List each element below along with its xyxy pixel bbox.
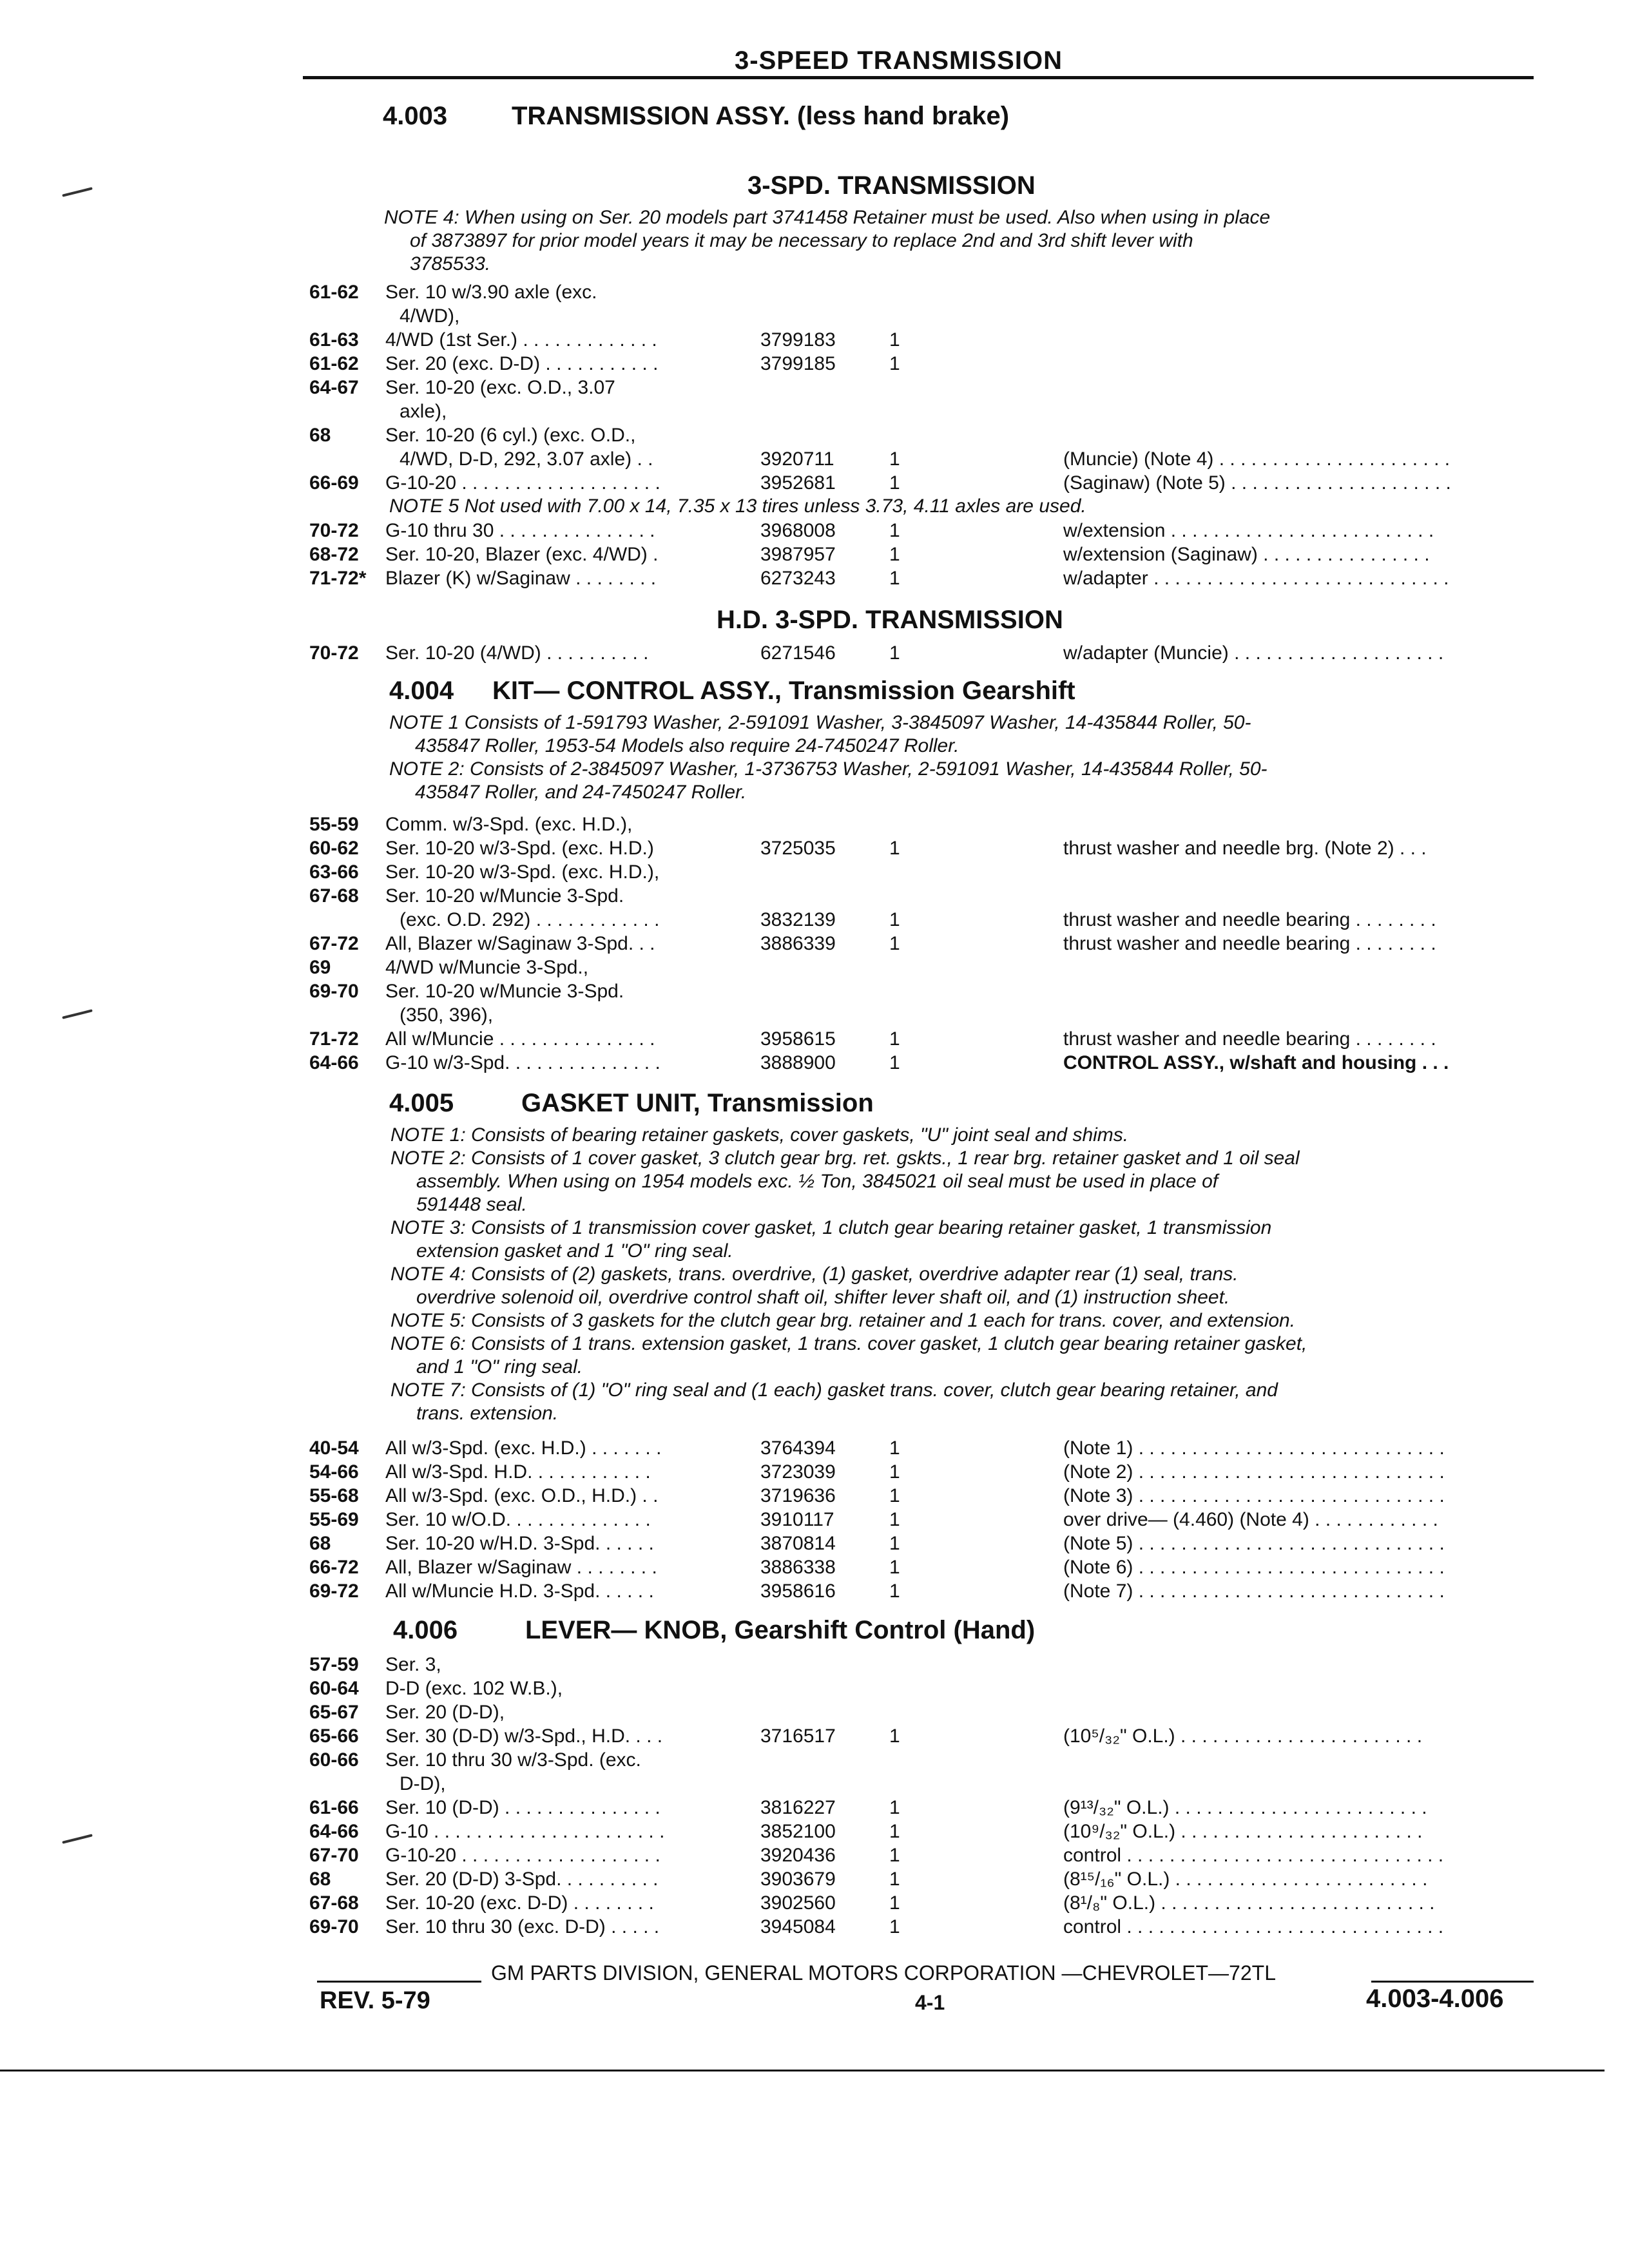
quantity: 1 (889, 642, 900, 664)
description: Ser. 20 (D-D) 3-Spd. . . . . . . . . . (385, 1869, 659, 1890)
part-number: 3886338 (760, 1557, 836, 1578)
section-4004-heading (389, 677, 1075, 706)
description: Ser. 10 (D-D) . . . . . . . . . . . . . . . (385, 1797, 660, 1818)
description: Ser. 10 thru 30 w/3-Spd. (exc. (385, 1749, 641, 1771)
quantity: 1 (889, 1581, 900, 1602)
remarks: w/adapter (Muncie) . . . . . . . . . . . . . . . . . . . . (1063, 642, 1444, 664)
year-range: 68 (309, 1869, 331, 1890)
description: All w/Muncie H.D. 3-Spd. . . . . . (385, 1581, 654, 1602)
year-range: 54-66 (309, 1461, 359, 1483)
description: All w/3-Spd. (exc. O.D., H.D.) . . (385, 1485, 659, 1506)
footer-rule-right (1371, 1981, 1534, 1983)
year-range: 61-63 (309, 329, 359, 351)
year-range: 70-72 (309, 520, 359, 541)
description: Ser. 10-20 (exc. D-D) . . . . . . . . (385, 1892, 654, 1914)
note-line: NOTE 2: Consists of 2-3845097 Washer, 1-3736753 Washer, 2-591091 Washer, 14-435844 Roller, 50- (389, 758, 1268, 780)
remarks: (10⁵/₃₂" O.L.) . . . . . . . . . . . . . . . . . . . . . . . (1063, 1725, 1423, 1747)
note-line: NOTE 3: Consists of 1 transmission cover gasket, 1 clutch gear bearing retainer gasket, 1 transmission (390, 1217, 1272, 1238)
description: D-D), (400, 1773, 446, 1794)
part-number: 3799185 (760, 353, 836, 374)
description: Ser. 10-20 w/3-Spd. (exc. H.D.), (385, 861, 660, 883)
subhead-hd-3spd: H.D. 3-SPD. TRANSMISSION (717, 606, 1063, 634)
quantity: 1 (889, 1892, 900, 1914)
part-number: 3910117 (760, 1509, 834, 1530)
part-number: 3719636 (760, 1485, 836, 1506)
header-rule (303, 76, 1534, 79)
section-number: 4.005 (389, 1089, 454, 1117)
year-range: 64-66 (309, 1821, 359, 1842)
quantity: 1 (889, 1028, 900, 1050)
note-line: 435847 Roller, 1953-54 Models also require 24-7450247 Roller. (415, 735, 959, 756)
quantity: 1 (889, 1533, 900, 1554)
remarks: w/extension . . . . . . . . . . . . . . . . . . . . . . . . . (1063, 520, 1434, 541)
quantity: 1 (889, 1461, 900, 1483)
year-range: 67-68 (309, 885, 359, 907)
description: G-10 . . . . . . . . . . . . . . . . . . . . . . (385, 1821, 665, 1842)
note-line: NOTE 6: Consists of 1 trans. extension gasket, 1 trans. cover gasket, 1 clutch gear bearing retainer gasket, (390, 1333, 1307, 1354)
year-range: 69-72 (309, 1581, 359, 1602)
year-range: 64-66 (309, 1052, 359, 1073)
footer-rule-left (317, 1981, 481, 1983)
year-range: 68-72 (309, 544, 359, 565)
remarks: control . . . . . . . . . . . . . . . . . . . . . . . . . . . . . . (1063, 1845, 1444, 1866)
remarks: (Note 5) . . . . . . . . . . . . . . . . . . . . . . . . . . . . . (1063, 1533, 1445, 1554)
quantity: 1 (889, 472, 900, 494)
description: Ser. 10-20 w/Muncie 3-Spd. (385, 885, 624, 907)
remarks: (8¹⁵/₁₆" O.L.) . . . . . . . . . . . . . . . . . . . . . . . . (1063, 1869, 1428, 1890)
description: Ser. 10-20 w/H.D. 3-Spd. . . . . . (385, 1533, 654, 1554)
year-range: 66-72 (309, 1557, 359, 1578)
quantity: 1 (889, 1797, 900, 1818)
note-line: NOTE 2: Consists of 1 cover gasket, 3 clutch gear brg. ret. gskts., 1 rear brg. retainer gasket and 1 oil seal (390, 1148, 1300, 1169)
section-4003-heading (383, 102, 1009, 131)
year-range: 60-64 (309, 1678, 359, 1699)
year-range: 71-72* (309, 568, 367, 589)
quantity: 1 (889, 1725, 900, 1747)
description: Ser. 20 (exc. D-D) . . . . . . . . . . . (385, 353, 659, 374)
description: Ser. 10-20 (exc. O.D., 3.07 (385, 377, 615, 398)
quantity: 1 (889, 1557, 900, 1578)
section-number: 4.003 (383, 102, 448, 130)
part-number: 3958615 (760, 1028, 836, 1050)
note-line: NOTE 5: Consists of 3 gaskets for the clutch gear brg. retainer and 1 each for trans. cover, and extension. (390, 1310, 1296, 1331)
page-header: 3-SPEED TRANSMISSION (735, 46, 1063, 75)
part-number: 3888900 (760, 1052, 836, 1073)
note-4 (384, 206, 1270, 276)
quantity: 1 (889, 1821, 900, 1842)
remarks: (Note 1) . . . . . . . . . . . . . . . . . . . . . . . . . . . . . (1063, 1437, 1445, 1459)
year-range: 55-68 (309, 1485, 359, 1506)
quantity: 1 (889, 520, 900, 541)
quantity: 1 (889, 544, 900, 565)
description: G-10 w/3-Spd. . . . . . . . . . . . . . . (385, 1052, 660, 1073)
note-line: 3785533. (410, 253, 491, 274)
year-range: 68 (309, 425, 331, 446)
part-number: 3945084 (760, 1916, 836, 1937)
description: 4/WD (1st Ser.) . . . . . . . . . . . . . (385, 329, 657, 351)
remarks: thrust washer and needle bearing . . . . . . . . (1063, 933, 1436, 954)
description: Ser. 10-20 (6 cyl.) (exc. O.D., (385, 425, 636, 446)
quantity: 1 (889, 568, 900, 589)
remarks: (8¹/₈" O.L.) . . . . . . . . . . . . . . . . . . . . . . . . . . (1063, 1892, 1435, 1914)
part-number: 3799183 (760, 329, 836, 351)
note-line: 435847 Roller, and 24-7450247 Roller. (415, 782, 747, 803)
quantity: 1 (889, 353, 900, 374)
description: Comm. w/3-Spd. (exc. H.D.), (385, 814, 633, 835)
margin-mark (62, 187, 93, 197)
description: Ser. 10-20 w/3-Spd. (exc. H.D.) (385, 838, 654, 859)
note-line: overdrive solenoid oil, overdrive control shaft oil, shifter lever shaft oil, and (1) instruction sheet. (416, 1287, 1230, 1308)
description: Ser. 10 w/O.D. . . . . . . . . . . . . . (385, 1509, 651, 1530)
part-number: 3816227 (760, 1797, 836, 1818)
note-line: NOTE 7: Consists of (1) "O" ring seal and (1 each) gasket trans. cover, clutch gear bearing retainer, and (390, 1379, 1278, 1401)
quantity: 1 (889, 909, 900, 930)
remarks: w/adapter . . . . . . . . . . . . . . . . . . . . . . . . . . . . (1063, 568, 1449, 589)
quantity: 1 (889, 1869, 900, 1890)
remarks: (Muncie) (Note 4) . . . . . . . . . . . . . . . . . . . . . . (1063, 448, 1451, 470)
quantity: 1 (889, 448, 900, 470)
remarks: thrust washer and needle brg. (Note 2) . . . (1063, 838, 1427, 859)
description: All w/3-Spd. H.D. . . . . . . . . . . . (385, 1461, 651, 1483)
note-line: 591448 seal. (416, 1194, 527, 1215)
part-number: 3886339 (760, 933, 836, 954)
year-range: 64-67 (309, 377, 359, 398)
note-line: and 1 "O" ring seal. (416, 1356, 583, 1378)
section-title: GASKET UNIT, Transmission (521, 1089, 874, 1117)
description: G-10-20 . . . . . . . . . . . . . . . . . . . (385, 1845, 660, 1866)
page-number: 4-1 (915, 1991, 945, 2014)
part-number: 3832139 (760, 909, 836, 930)
section-4005-heading (389, 1089, 874, 1118)
part-number: 3870814 (760, 1533, 836, 1554)
section-number: 4.006 (393, 1616, 458, 1644)
note-line: extension gasket and 1 "O" ring seal. (416, 1240, 733, 1262)
year-range: 66-69 (309, 472, 359, 494)
part-number: 3764394 (760, 1437, 836, 1459)
note-line: NOTE 1: Consists of bearing retainer gaskets, cover gaskets, "U" joint seal and shims. (390, 1124, 1129, 1146)
description: (exc. O.D. 292) . . . . . . . . . . . . (400, 909, 660, 930)
description: Blazer (K) w/Saginaw . . . . . . . . (385, 568, 657, 589)
description: axle), (400, 401, 447, 422)
year-range: 63-66 (309, 861, 359, 883)
note-line: of 3873897 for prior model years it may be necessary to replace 2nd and 3rd shift lever with (410, 230, 1193, 251)
description: Ser. 10 w/3.90 axle (exc. (385, 282, 597, 303)
footer-company: GM PARTS DIVISION, GENERAL MOTORS CORPORATION —CHEVROLET—72TL (491, 1961, 1276, 1984)
description: Ser. 10-20 w/Muncie 3-Spd. (385, 981, 624, 1002)
description: Ser. 10-20, Blazer (exc. 4/WD) . (385, 544, 659, 565)
year-range: 61-62 (309, 353, 359, 374)
year-range: 67-72 (309, 933, 359, 954)
year-range: 60-66 (309, 1749, 359, 1771)
description: Ser. 30 (D-D) w/3-Spd., H.D. . . . (385, 1725, 663, 1747)
year-range: 65-66 (309, 1725, 359, 1747)
remarks: thrust washer and needle bearing . . . . . . . . (1063, 1028, 1436, 1050)
quantity: 1 (889, 933, 900, 954)
year-range: 60-62 (309, 838, 359, 859)
subhead-3spd: 3-SPD. TRANSMISSION (747, 171, 1036, 200)
remarks: CONTROL ASSY., w/shaft and housing . . . (1063, 1052, 1449, 1073)
part-number: 3725035 (760, 838, 836, 859)
year-range: 61-62 (309, 282, 359, 303)
description: 4/WD), (400, 305, 460, 327)
description: Ser. 10 thru 30 (exc. D-D) . . . . . (385, 1916, 660, 1937)
year-range: 67-68 (309, 1892, 359, 1914)
description: G-10 thru 30 . . . . . . . . . . . . . . . (385, 520, 655, 541)
quantity: 1 (889, 1509, 900, 1530)
year-range: 65-67 (309, 1702, 359, 1723)
remarks: over drive— (4.460) (Note 4) . . . . . . . . . . . . (1063, 1509, 1438, 1530)
note-5: NOTE 5 Not used with 7.00 x 14, 7.35 x 13 tires unless 3.73, 4.11 axles are used. (389, 495, 1086, 517)
revision: REV. 5-79 (320, 1987, 430, 2014)
group-range: 4.003-4.006 (1366, 1984, 1504, 2013)
description: (350, 396), (400, 1004, 494, 1026)
quantity: 1 (889, 1845, 900, 1866)
description: All w/Muncie . . . . . . . . . . . . . . . (385, 1028, 655, 1050)
quantity: 1 (889, 1485, 900, 1506)
remarks: (10⁹/₃₂" O.L.) . . . . . . . . . . . . . . . . . . . . . . . (1063, 1821, 1423, 1842)
quantity: 1 (889, 1916, 900, 1937)
part-number: 3723039 (760, 1461, 836, 1483)
description: 4/WD, D-D, 292, 3.07 axle) . . (400, 448, 653, 470)
year-range: 69-70 (309, 1916, 359, 1937)
year-range: 67-70 (309, 1845, 359, 1866)
year-range: 55-69 (309, 1509, 359, 1530)
description: Ser. 20 (D-D), (385, 1702, 505, 1723)
description: All w/3-Spd. (exc. H.D.) . . . . . . . (385, 1437, 662, 1459)
quantity: 1 (889, 1437, 900, 1459)
description: All, Blazer w/Saginaw 3-Spd. . . (385, 933, 655, 954)
section-number: 4.004 (389, 677, 454, 705)
part-number: 3716517 (760, 1725, 836, 1747)
margin-mark (62, 1834, 93, 1843)
notes-4004 (389, 711, 1268, 804)
year-range: 70-72 (309, 642, 359, 664)
part-number: 6271546 (760, 642, 836, 664)
quantity: 1 (889, 329, 900, 351)
section-title: LEVER— KNOB, Gearshift Control (Hand) (525, 1616, 1036, 1644)
part-number: 3920711 (760, 448, 834, 470)
remarks: (Note 2) . . . . . . . . . . . . . . . . . . . . . . . . . . . . . (1063, 1461, 1445, 1483)
part-number: 6273243 (760, 568, 836, 589)
section-4006-heading (393, 1616, 1035, 1645)
note-line: NOTE 4: When using on Ser. 20 models part 3741458 Retainer must be used. Also when using in place (384, 207, 1271, 228)
description: Ser. 10-20 (4/WD) . . . . . . . . . . (385, 642, 649, 664)
part-number: 3958616 (760, 1581, 836, 1602)
section-title: TRANSMISSION ASSY. (less hand brake) (512, 102, 1010, 130)
margin-mark (62, 1009, 93, 1019)
remarks: thrust washer and needle bearing . . . . . . . . (1063, 909, 1436, 930)
note-line: NOTE 1 Consists of 1-591793 Washer, 2-591091 Washer, 3-3845097 Washer, 14-435844 Roller, 50- (389, 712, 1251, 733)
year-range: 69-70 (309, 981, 359, 1002)
year-range: 57-59 (309, 1654, 359, 1675)
section-title: KIT— CONTROL ASSY., Transmission Gearshift (492, 677, 1075, 705)
year-range: 69 (309, 957, 331, 978)
year-range: 40-54 (309, 1437, 359, 1459)
description: G-10-20 . . . . . . . . . . . . . . . . . . . (385, 472, 660, 494)
remarks: (Saginaw) (Note 5) . . . . . . . . . . . . . . . . . . . . . (1063, 472, 1451, 494)
description: Ser. 3, (385, 1654, 441, 1675)
bottom-rule (0, 2070, 1605, 2071)
quantity: 1 (889, 838, 900, 859)
part-number: 3968008 (760, 520, 836, 541)
description: 4/WD w/Muncie 3-Spd., (385, 957, 589, 978)
year-range: 61-66 (309, 1797, 359, 1818)
part-number: 3903679 (760, 1869, 836, 1890)
part-number: 3987957 (760, 544, 836, 565)
remarks: (Note 3) . . . . . . . . . . . . . . . . . . . . . . . . . . . . . (1063, 1485, 1445, 1506)
remarks: (9¹³/₃₂" O.L.) . . . . . . . . . . . . . . . . . . . . . . . . (1063, 1797, 1427, 1818)
remarks: control . . . . . . . . . . . . . . . . . . . . . . . . . . . . . . (1063, 1916, 1444, 1937)
year-range: 71-72 (309, 1028, 359, 1050)
note-line: trans. extension. (416, 1403, 559, 1424)
year-range: 55-59 (309, 814, 359, 835)
year-range: 68 (309, 1533, 331, 1554)
description: D-D (exc. 102 W.B.), (385, 1678, 563, 1699)
quantity: 1 (889, 1052, 900, 1073)
part-number: 3852100 (760, 1821, 836, 1842)
description: All, Blazer w/Saginaw . . . . . . . . (385, 1557, 657, 1578)
part-number: 3902560 (760, 1892, 836, 1914)
notes-4005 (390, 1124, 1307, 1425)
remarks: w/extension (Saginaw) . . . . . . . . . . . . . . . . (1063, 544, 1430, 565)
part-number: 3920436 (760, 1845, 836, 1866)
note-line: assembly. When using on 1954 models exc. ½ Ton, 3845021 oil seal must be used in place of (416, 1171, 1219, 1192)
remarks: (Note 6) . . . . . . . . . . . . . . . . . . . . . . . . . . . . . (1063, 1557, 1445, 1578)
part-number: 3952681 (760, 472, 836, 494)
remarks: (Note 7) . . . . . . . . . . . . . . . . . . . . . . . . . . . . . (1063, 1581, 1445, 1602)
note-line: NOTE 4: Consists of (2) gaskets, trans. overdrive, (1) gasket, overdrive adapter rear (1) seal, trans. (390, 1264, 1239, 1285)
